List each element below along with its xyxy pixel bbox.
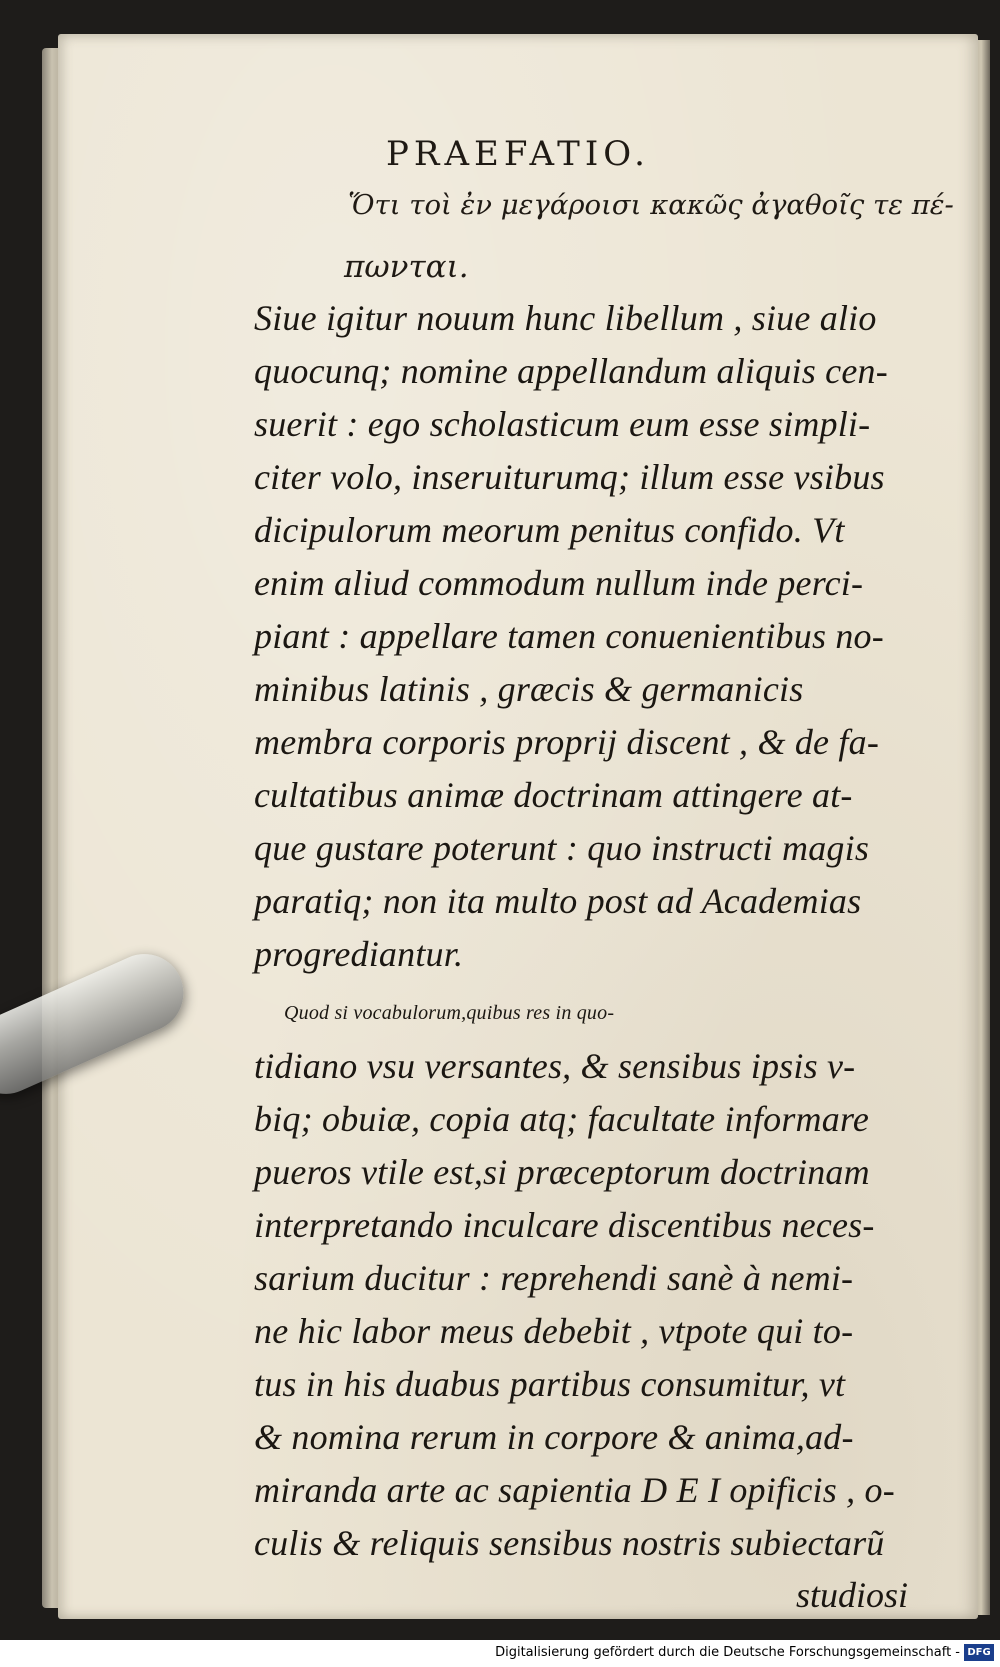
text-line: tidiano vsu versantes, & sensibus ipsis v-	[254, 1046, 856, 1086]
text-line: suerit : ego scholasticum eum esse simpli-	[254, 404, 871, 444]
text-line: que gustare poterunt : quo instructi magis	[254, 828, 870, 868]
text-line: membra corporis proprij discent , & de fa-	[254, 722, 880, 762]
text-line: enim aliud commodum nullum inde perci-	[254, 563, 864, 603]
text-line-paragraph-start: Quod si vocabulorum,quibus res in quo-	[284, 1002, 615, 1024]
greek-verse-line: πωνται.	[344, 249, 469, 285]
book-page	[58, 34, 978, 1619]
text-line: quocunq; nomine appellandum aliquis cen-	[254, 351, 888, 391]
greek-verse-line: Ὅτι τοὶ ἐν μεγάροισι κακῶς ἀγαθοῖς τε πέ-	[348, 189, 954, 221]
running-head: PRAEFATIO.	[386, 134, 650, 174]
text-line: cultatibus animæ doctrinam attingere at-	[254, 775, 853, 815]
text-line: biq; obuiæ, copia atq; facultate informare	[254, 1099, 870, 1139]
text-line: Siue igitur nouum hunc libellum , siue alio	[254, 298, 877, 338]
text-line: citer volo, inseruiturumq; illum esse vsibus	[254, 457, 885, 497]
text-line: miranda arte ac sapientia D E I opificis , o-	[254, 1470, 895, 1510]
funding-credit: Digitalisierung gefördert durch die Deutsche Forschungsgemeinschaft -	[495, 1645, 960, 1660]
text-line: piant : appellare tamen conuenientibus no-	[254, 616, 884, 656]
text-line: ne hic labor meus debebit , vtpote qui to-	[254, 1311, 854, 1351]
text-line: interpretando inculcare discentibus neces-	[254, 1205, 875, 1245]
catchword: studiosi	[796, 1575, 909, 1615]
text-line: paratiq; non ita multo post ad Academias	[254, 881, 862, 921]
text-line: minibus latinis , græcis & germanicis	[254, 669, 804, 709]
text-line: tus in his duabus partibus consumitur, vt	[254, 1364, 846, 1404]
text-line: sarium ducitur : reprehendi sanè à nemi-	[254, 1258, 854, 1298]
text-line: culis & reliquis sensibus nostris subiectarũ	[254, 1523, 885, 1563]
text-line: & nomina rerum in corpore & anima,ad-	[254, 1417, 854, 1457]
text-line: dicipulorum meorum penitus confido. Vt	[254, 510, 845, 550]
text-line: pueros vtile est,si præceptorum doctrinam	[254, 1152, 870, 1192]
dfg-logo: DFG	[964, 1644, 994, 1661]
text-line: progrediantur.	[254, 934, 464, 974]
